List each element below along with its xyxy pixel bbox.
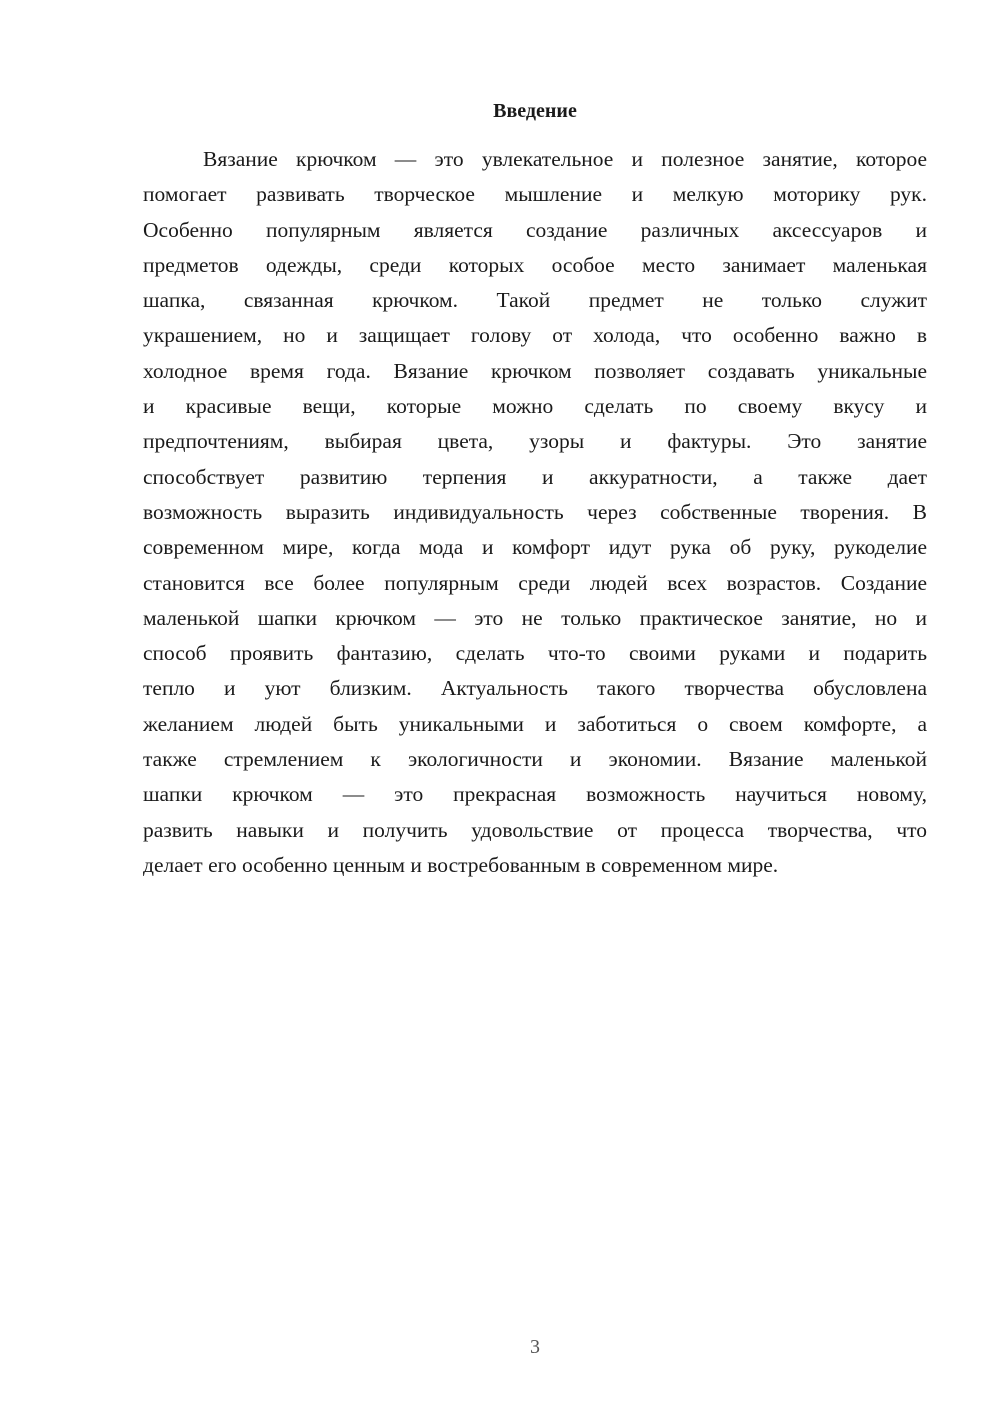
paragraph-line: холодное время года. Вязание крючком позволяет создавать уникальные <box>143 358 927 383</box>
paragraph-line: развить навыки и получить удовольствие от процесса творчества, что <box>143 817 927 842</box>
paragraph-line: становится все более популярным среди людей всех возрастов. Создание <box>143 570 927 595</box>
paragraph-line: и красивые вещи, которые можно сделать по своему вкусу и <box>143 394 927 419</box>
paragraph-line: предпочтениям, выбирая цвета, узоры и фактуры. Это занятие <box>143 429 927 454</box>
paragraph-line: украшением, но и защищает голову от холода, что особенно важно в <box>143 323 927 348</box>
paragraph-line: способ проявить фантазию, сделать что-то своими руками и подарить <box>143 641 927 666</box>
paragraph-line: делает его особенно ценным и востребованным в современном мире. <box>143 852 779 877</box>
section-title: Введение <box>493 100 577 122</box>
paragraph-line: предметов одежды, среди которых особое место занимает маленькая <box>143 252 927 277</box>
paragraph-line: маленькой шапки крючком — это не только практическое занятие, но и <box>143 605 927 630</box>
paragraph-line: Особенно популярным является создание различных аксессуаров и <box>143 217 927 242</box>
paragraph-line: современном мире, когда мода и комфорт идут рука об руку, рукоделие <box>143 535 927 560</box>
paragraph-line: помогает развивать творческое мышление и мелкую моторику рук. <box>143 182 927 207</box>
paragraph-line: также стремлением к экологичности и экономии. Вязание маленькой <box>143 747 927 772</box>
paragraph-line: тепло и уют близким. Актуальность такого творчества обусловлена <box>143 676 927 701</box>
paragraph-line: шапки крючком — это прекрасная возможность научиться новому, <box>143 782 927 807</box>
paragraph-line: способствует развитию терпения и аккуратности, а также дает <box>143 464 927 489</box>
page-number: 3 <box>530 1336 540 1358</box>
paragraph-line: желанием людей быть уникальными и заботиться о своем комфорте, а <box>143 711 927 736</box>
paragraph-line: Вязание крючком — это увлекательное и полезное занятие, которое <box>203 147 927 171</box>
introduction-paragraph <box>143 142 927 883</box>
paragraph-line: шапка, связанная крючком. Такой предмет не только служит <box>143 288 927 313</box>
paragraph-line: возможность выразить индивидуальность через собственные творения. В <box>143 499 927 524</box>
